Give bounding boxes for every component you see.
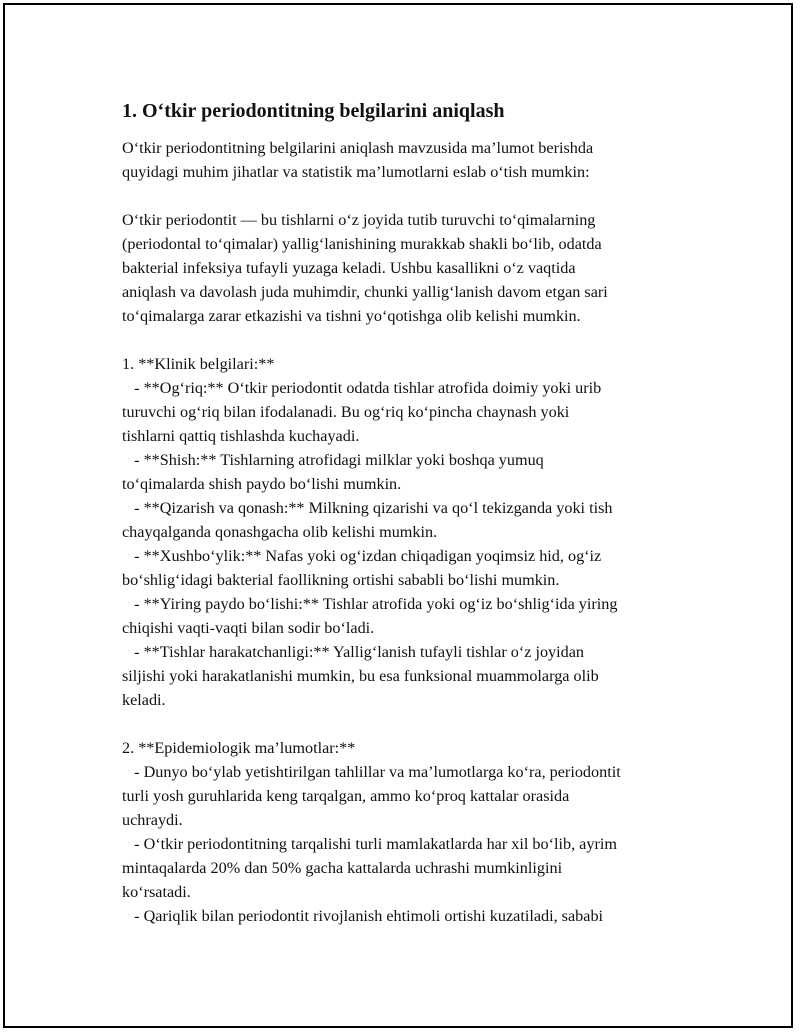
text-line: - **Og‘riq:** O‘tkir periodontit odatda tishlar atrofida doimiy yoki urib (122, 379, 602, 397)
text-line: chiqishi vaqti-vaqti bilan sodir bo‘ladi. (122, 619, 375, 637)
document-text (122, 136, 692, 928)
text-line: - O‘tkir periodontitning tarqalishi turli mamlakatlarda har xil bo‘lib, ayrim (122, 835, 617, 853)
text-line: (periodontal to‘qimalar) yallig‘lanishining murakkab shakli bo‘lib, odatda (122, 235, 602, 253)
page-title: 1. O‘tkir periodontitning belgilarini aniqlash (122, 100, 505, 122)
text-line: tishlarni qattiq tishlashda kuchayadi. (122, 427, 360, 445)
text-line: O‘tkir periodontit — bu tishlarni o‘z joyida tutib turuvchi to‘qimalarning (122, 211, 596, 229)
text-line: to‘qimalarda shish paydo bo‘lishi mumkin. (122, 475, 402, 493)
blank-line (122, 712, 692, 736)
text-line: - **Yiring paydo bo‘lishi:** Tishlar atrofida yoki og‘iz bo‘shlig‘ida yiring (122, 595, 618, 613)
text-line: O‘tkir periodontitning belgilarini aniqlash mavzusida ma’lumot berishda (122, 139, 594, 157)
text-line: bakterial infeksiya tufayli yuzaga keladi. Ushbu kasallikni o‘z vaqtida (122, 259, 576, 277)
text-line: - Dunyo bo‘ylab yetishtirilgan tahlillar va ma’lumotlarga ko‘ra, periodontit (122, 763, 621, 781)
text-line: siljishi yoki harakatlanishi mumkin, bu esa funksional muammolarga olib (122, 667, 599, 685)
text-line: 1. **Klinik belgilari:** (122, 355, 275, 373)
text-line: 2. **Epidemiologik ma’lumotlar:** (122, 739, 356, 757)
text-line: ko‘rsatadi. (122, 883, 191, 901)
text-line: - **Shish:** Tishlarning atrofidagi milklar yoki boshqa yumuq (122, 451, 544, 469)
text-line: - Qariqlik bilan periodontit rivojlanish ehtimoli ortishi kuzatiladi, sababi (122, 907, 604, 925)
blank-line (122, 184, 692, 208)
text-line: - **Xushbo‘ylik:** Nafas yoki og‘izdan chiqadigan yoqimsiz hid, og‘iz (122, 547, 602, 565)
text-line: - **Tishlar harakatchanligi:** Yallig‘lanish tufayli tishlar o‘z joyidan (122, 643, 585, 661)
text-line: - **Qizarish va qonash:** Milkning qizarishi va qo‘l tekizganda yoki tish (122, 499, 613, 517)
text-line: mintaqalarda 20% dan 50% gacha kattalarda uchrashi mumkinligini (122, 859, 563, 877)
text-line: aniqlash va davolash juda muhimdir, chunki yallig‘lanish davom etgan sari (122, 283, 608, 301)
text-line: bo‘shlig‘idagi bakterial faollikning ortishi sababli bo‘lishi mumkin. (122, 571, 560, 589)
text-line: chayqalganda qonashgacha olib kelishi mumkin. (122, 523, 438, 541)
text-line: keladi. (122, 691, 166, 709)
text-line: turli yosh guruhlarida keng tarqalgan, ammo ko‘proq kattalar orasida (122, 787, 570, 805)
text-line: turuvchi og‘riq bilan ifodalanadi. Bu og‘riq ko‘pincha chaynash yoki (122, 403, 570, 421)
text-line: to‘qimalarga zarar etkazishi va tishni yo‘qotishga olib kelishi mumkin. (122, 307, 581, 325)
page-frame (3, 3, 793, 1028)
text-line: uchraydi. (122, 811, 183, 829)
document-body (122, 97, 692, 928)
text-line: quyidagi muhim jihatlar va statistik ma’lumotlarni eslab o‘tish mumkin: (122, 163, 590, 181)
blank-line (122, 328, 692, 352)
